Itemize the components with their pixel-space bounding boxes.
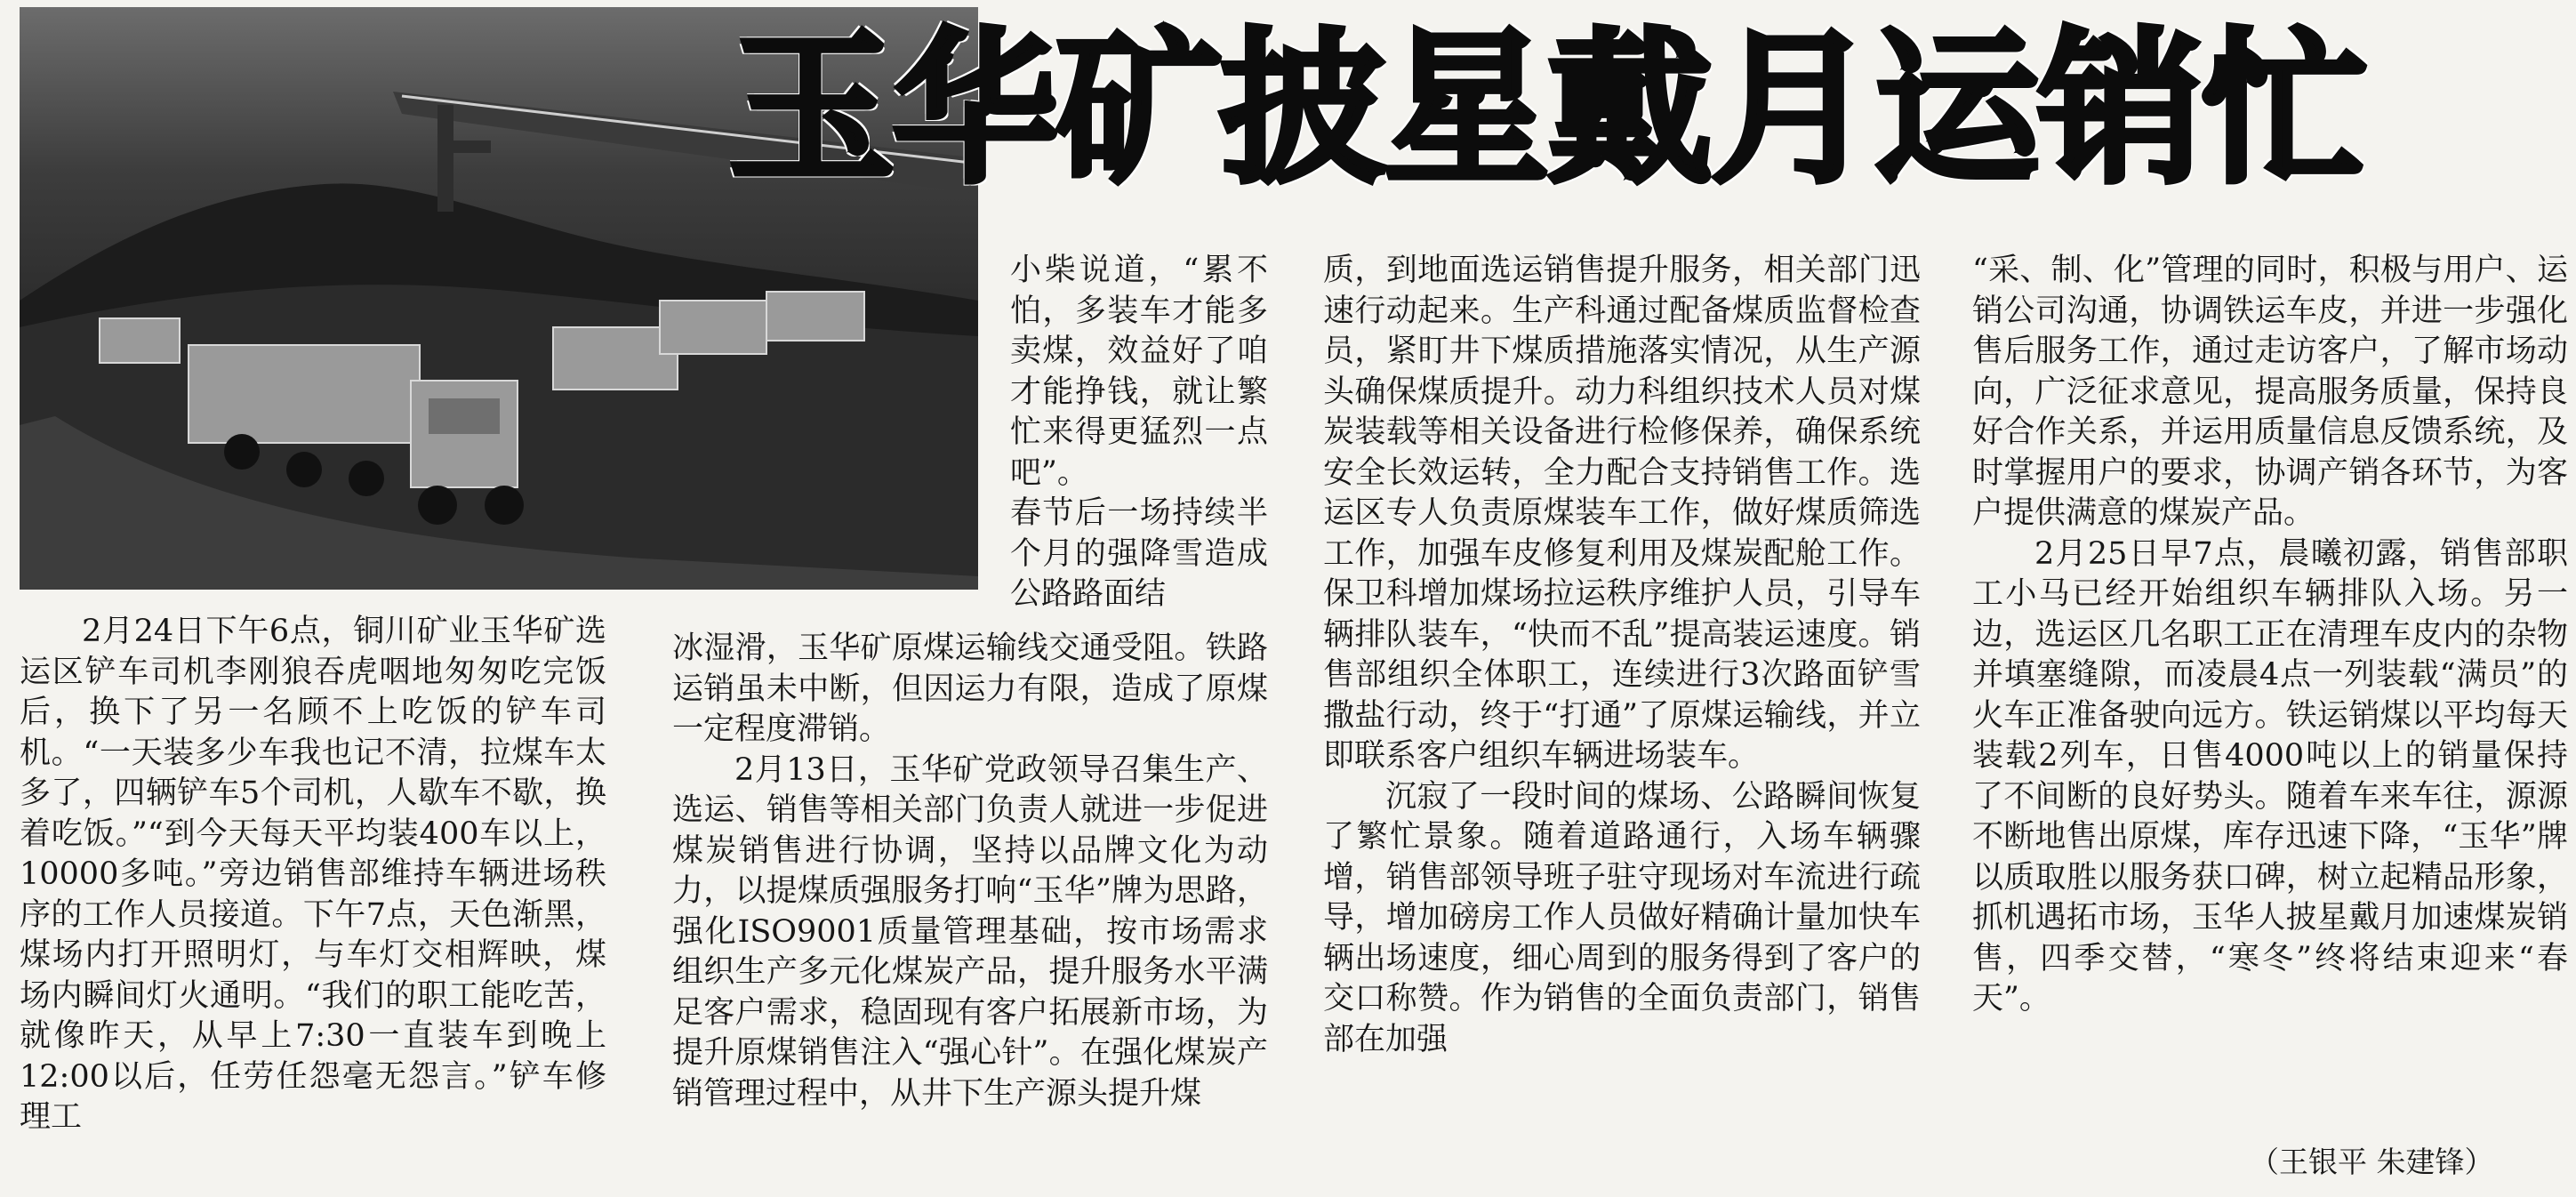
paragraph: 沉寂了一段时间的煤场、公路瞬间恢复了繁忙景象。随着道路通行，入场车辆骤增，销售部领导班子驻守现场对车流进行疏导，增加磅房工作人员做好精确计量加快车辆出场速度，细心周到的服务得到了客户的交口称赞。作为销售的全面负责部门，销售部在加强 [1323, 778, 1921, 1057]
paragraph: 小柴说道，“累不怕，多装车才能多卖煤，效益好了咱才能挣钱，就让繁忙来得更猛烈一点吧”。 [1010, 253, 1268, 491]
headline: 玉华矿披星戴月运销忙 [729, 16, 2366, 203]
paragraph: 春节后一场持续半个月的强降雪造成公路路面结 [1010, 495, 1268, 612]
article-column-1 [20, 612, 606, 1192]
article-column-3 [1323, 251, 1921, 1192]
paragraph: “采、制、化”管理的同时，积极与用户、运销公司沟通，协调铁运车皮，并进一步强化售后服务工作，通过走访客户，了解市场动向，广泛征求意见，提高服务质量，保持良好合作关系，并运用质量信息反馈系统，及时掌握用户的要求，协调产销各环节，为客户提供满意的煤炭产品。 [1972, 253, 2568, 531]
paragraph: 质，到地面选运销售提升服务，相关部门迅速行动起来。生产科通过配备煤质监督检查员，紧盯井下煤质措施落实情况，从生产源头确保煤质提升。动力科组织技术人员对煤炭装载等相关设备进行检修保养，确保系统安全长效运转，全力配合支持销售工作。选运区专人负责原煤装车工作，做好煤质筛选工作，加强车皮修复利用及煤炭配舱工作。保卫科增加煤场拉运秩序维护人员，引导车辆排队装车，“快而不乱”提高装运速度。销售部组织全体职工，连续进行3次路面铲雪撒盐行动，终于“打通”了原煤运输线，并立即联系客户组织车辆进场装车。 [1323, 253, 1921, 774]
paragraph: 2月24日下午6点，铜川矿业玉华矿选运区铲车司机李刚狼吞虎咽地匆匆吃完饭后，换下了另一名顾不上吃饭的铲车司机。“一天装多少车我也记不清，拉煤车太多了，四辆铲车5个司机，人歇车不歇，换着吃饭。”“到今天每天平均装400车以上，10000多吨。”旁边销售部维持车辆进场秩序的工作人员接道。下午7点，天色渐黑，煤场内打开照明灯，与车灯交相辉映，煤场内瞬间灯火通明。“我们的职工能吃苦，就像昨天，从早上7:30一直装车到晚上12:00以后，任劳任怨毫无怨言。”铲车修理工 [20, 614, 606, 1135]
article-column-2-lower [672, 629, 1268, 1192]
author-credit: （王银平 朱建锋） [2250, 1145, 2494, 1179]
article-column-2-upper [1010, 251, 1268, 615]
article-column-4 [1972, 251, 2568, 1140]
paragraph: 2月25日早7点，晨曦初露，销售部职工小马已经开始组织车辆排队入场。另一边，选运区几名职工正在清理车皮内的杂物并填塞缝隙，而凌晨4点一列装载“满员”的火车正准备驶向远方。铁运销煤以平均每天装载2列车，日售4000吨以上的销量保持了不间断的良好势头。随着车来车往，源源不断地售出原煤，库存迅速下降，“玉华”牌以质取胜以服务获口碑，树立起精品形象，抓机遇拓市场，玉华人披星戴月加速煤炭销售，四季交替，“寒冬”终将结束迎来“春天”。 [1972, 535, 2568, 1016]
paragraph: 冰湿滑，玉华矿原煤运输线交通受阻。铁路运销虽未中断，但因运力有限，造成了原煤一定程度滞销。 [672, 631, 1268, 747]
paragraph: 2月13日，玉华矿党政领导召集生产、选运、销售等相关部门负责人就进一步促进煤炭销售进行协调，坚持以品牌文化为动力，以提煤质强服务打响“玉华”牌为思路，强化ISO9001质量管理基础，按市场需求组织生产多元化煤炭产品，提升服务水平满足客户需求，稳固现有客户拓展新市场，为提升原煤销售注入“强心针”。在强化煤炭产销管理过程中，从井下生产源头提升煤 [672, 751, 1268, 1112]
